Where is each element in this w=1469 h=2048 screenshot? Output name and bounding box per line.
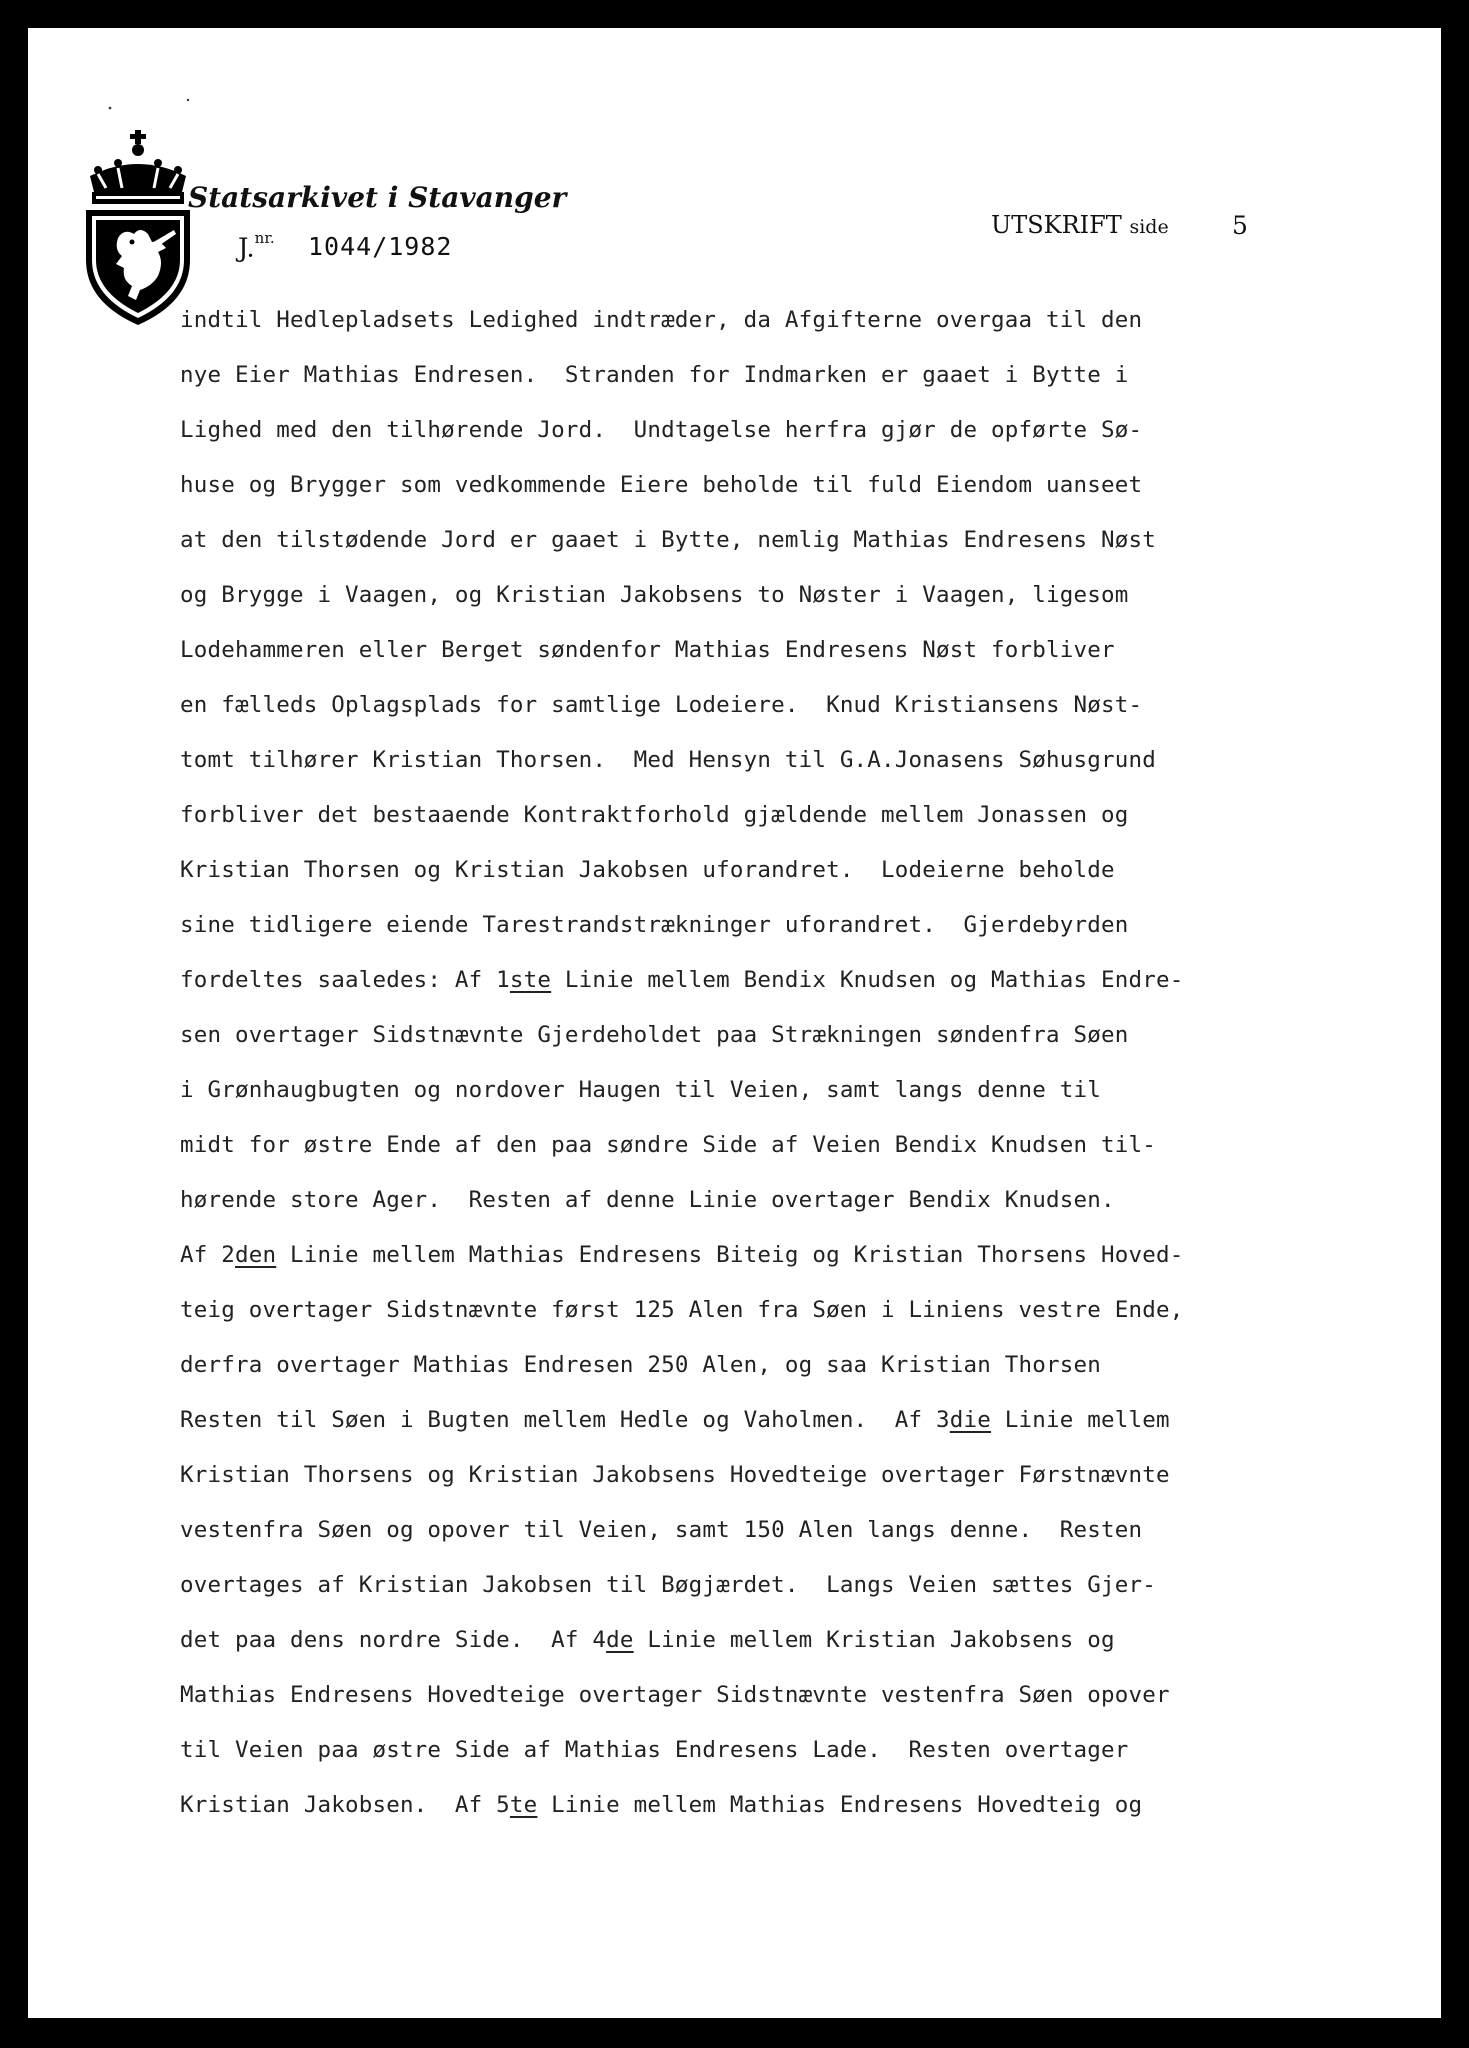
text-line [180, 733, 1410, 788]
text-line [180, 843, 1410, 898]
line-segment: til Veien paa østre Side af Mathias Endresens Lade. Resten overtager [180, 1737, 1129, 1763]
line-segment: Linie mellem Mathias Endresens Biteig og Kristian Thorsens Hoved- [276, 1242, 1184, 1268]
line-segment: Mathias Endresens Hovedteige overtager Sidstnævnte vestenfra Søen opover [180, 1682, 1170, 1708]
line-segment: teig overtager Sidstnævnte først 125 Alen fra Søen i Liniens vestre Ende, [180, 1297, 1184, 1323]
line-segment: i Grønhaugbugten og nordover Haugen til Veien, samt langs denne til [180, 1077, 1101, 1103]
text-line [180, 1173, 1410, 1228]
line-segment: Lodehammeren eller Berget søndenfor Mathias Endresens Nøst forbliver [180, 637, 1115, 663]
text-line [180, 1228, 1410, 1283]
underlined-ordinal: ste [509, 967, 552, 993]
document-type-label: UTSKRIFT [991, 211, 1122, 239]
text-line [180, 293, 1410, 348]
line-segment: midt for østre Ende af den paa søndre Side af Veien Bendix Knudsen til- [180, 1132, 1156, 1158]
archive-name: Statsarkivet i Stavanger [188, 181, 567, 214]
text-line [180, 953, 1410, 1008]
line-segment: Lighed med den tilhørende Jord. Undtagelse herfra gjør de opførte Sø- [180, 417, 1143, 443]
transcription-body [180, 293, 1410, 1833]
text-line [180, 1613, 1410, 1668]
line-segment: Resten til Søen i Bugten mellem Hedle og Vaholmen. Af 3 [180, 1407, 950, 1433]
document-page [28, 28, 1441, 2018]
text-line [180, 513, 1410, 568]
line-segment: at den tilstødende Jord er gaaet i Bytte, nemlig Mathias Endresens Nøst [180, 527, 1156, 553]
text-line [180, 623, 1410, 678]
text-line [180, 568, 1410, 623]
text-line [180, 348, 1410, 403]
line-segment: Kristian Thorsens og Kristian Jakobsens Hovedteige overtager Førstnævnte [180, 1462, 1170, 1488]
text-line [180, 1338, 1410, 1393]
line-segment: sen overtager Sidstnævnte Gjerdeholdet paa Strækningen søndenfra Søen [180, 1022, 1129, 1048]
text-line [180, 1118, 1410, 1173]
text-line [180, 898, 1410, 953]
line-segment: indtil Hedlepladsets Ledighed indtræder, da Afgifterne overgaa til den [180, 307, 1143, 333]
text-line [180, 1668, 1410, 1723]
text-line [180, 458, 1410, 513]
underlined-ordinal: te [509, 1792, 538, 1818]
text-line [180, 1283, 1410, 1338]
line-segment: Kristian Thorsen og Kristian Jakobsen uforandret. Lodeierne beholde [180, 857, 1115, 883]
text-line [180, 1558, 1410, 1613]
line-segment: Linie mellem Mathias Endresens Hovedteig og [537, 1792, 1143, 1818]
line-segment: forbliver det bestaaende Kontraktforhold gjældende mellem Jonassen og [180, 802, 1129, 828]
line-segment: overtages af Kristian Jakobsen til Bøgjærdet. Langs Veien sættes Gjer- [180, 1572, 1156, 1598]
line-segment: vestenfra Søen og opover til Veien, samt 150 Alen langs denne. Resten [180, 1517, 1143, 1543]
line-segment: fordeltes saaledes: Af 1 [180, 967, 510, 993]
line-segment: Af 2 [180, 1242, 235, 1268]
text-line [180, 678, 1410, 733]
text-line [180, 1448, 1410, 1503]
line-segment: det paa dens nordre Side. Af 4 [180, 1627, 607, 1653]
line-segment: en fælleds Oplagsplads for samtlige Lodeiere. Knud Kristiansens Nøst- [180, 692, 1143, 718]
side-label: side [1129, 216, 1169, 238]
underlined-ordinal: die [949, 1407, 992, 1433]
underlined-ordinal: den [235, 1242, 277, 1268]
line-segment: hørende store Ager. Resten af denne Linie overtager Bendix Knudsen. [180, 1187, 1115, 1213]
line-segment: Linie mellem [991, 1407, 1170, 1433]
line-segment: og Brygge i Vaagen, og Kristian Jakobsens to Nøster i Vaagen, ligesom [180, 582, 1129, 608]
text-line [180, 1008, 1410, 1063]
underlined-ordinal: de [606, 1627, 634, 1653]
text-line [180, 1503, 1410, 1558]
line-segment: Kristian Jakobsen. Af 5 [180, 1792, 510, 1818]
line-segment: sine tidligere eiende Tarestrandstrækninger uforandret. Gjerdebyrden [180, 912, 1129, 938]
document-type [991, 211, 1169, 239]
text-line [180, 1393, 1410, 1448]
journal-number: 1044/1982 [308, 232, 453, 261]
line-segment: tomt tilhører Kristian Thorsen. Med Hensyn til G.A.Jonasens Søhusgrund [180, 747, 1156, 773]
text-line [180, 1778, 1410, 1833]
line-segment: Linie mellem Kristian Jakobsens og [633, 1627, 1115, 1653]
scan-specks [76, 88, 216, 118]
journal-number-label: J.$^{nr.}$ [238, 229, 275, 264]
text-line [180, 788, 1410, 843]
line-segment: huse og Brygger som vedkommende Eiere beholde til fuld Eiendom uanseet [180, 472, 1143, 498]
text-line [180, 1723, 1410, 1778]
text-line [180, 1063, 1410, 1118]
line-segment: nye Eier Mathias Endresen. Stranden for Indmarken er gaaet i Bytte i [180, 362, 1129, 388]
page-number: 5 [1232, 211, 1248, 240]
line-segment: derfra overtager Mathias Endresen 250 Alen, og saa Kristian Thorsen [180, 1352, 1101, 1378]
text-line [180, 403, 1410, 458]
line-segment: Linie mellem Bendix Knudsen og Mathias Endre- [551, 967, 1184, 993]
